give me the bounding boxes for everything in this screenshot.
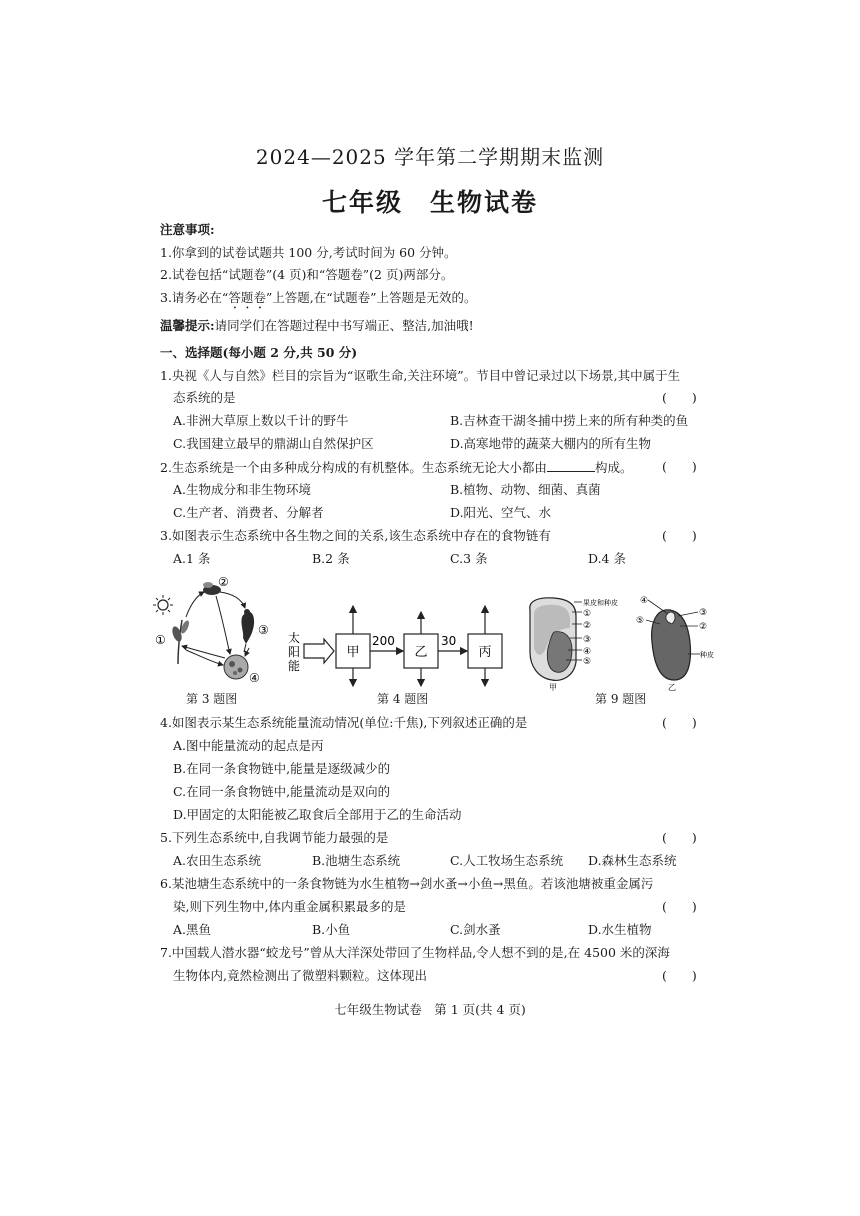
warm-tip-text: 请同学们在答题过程中书写端正、整洁,加油哦!: [214, 318, 474, 333]
q3-option-b: B.2 条: [312, 551, 350, 566]
fig9-yi-num-2: ②: [699, 622, 708, 632]
q2-option-a: A.生物成分和非生物环境: [173, 482, 312, 497]
q1-answer-paren: ( ): [662, 390, 697, 405]
q6-answer-paren: ( ): [662, 899, 697, 914]
sun-energy-label-2: 阳: [288, 645, 301, 659]
box-jia-label: 甲: [346, 645, 360, 660]
q7-stem-line2: 生物体内,竟然检测出了微塑料颗粒。这体现出: [173, 968, 427, 983]
q5-answer-paren: ( ): [662, 830, 697, 845]
q6-option-d: D.水生植物: [588, 922, 652, 937]
fig9-yi-num-3: ③: [699, 608, 708, 618]
fig9-caption: 第 9 题图: [595, 692, 647, 706]
q5-stem: 5.下列生态系统中,自我调节能力最强的是: [160, 830, 389, 845]
q2-stem-part-b: 构成。: [594, 460, 633, 475]
figure-9-seed-diagram: [520, 592, 720, 692]
q1-option-d: D.高寒地带的蔬菜大棚内的所有生物: [450, 436, 652, 451]
q4-option-a: A.图中能量流动的起点是丙: [173, 738, 324, 753]
flow-value-200: 200: [372, 634, 395, 648]
fig3-label-2: ②: [218, 575, 229, 589]
sun-icon: [153, 595, 173, 615]
fig9-label-guopi: 果皮和种皮: [583, 599, 618, 607]
q3-option-c: C.3 条: [450, 551, 488, 566]
figure-4-energy-flow-diagram: [284, 600, 514, 690]
fig9-jia-num-1: ①: [583, 609, 592, 619]
q1-option-a: A.非洲大草原上数以千计的野牛: [173, 413, 349, 428]
notice-item-1: 1.你拿到的试卷试题共 100 分,考试时间为 60 分钟。: [160, 245, 457, 260]
q4-option-d: D.甲固定的太阳能被乙取食后全部用于乙的生命活动: [173, 807, 462, 822]
q5-option-a: A.农田生态系统: [173, 853, 262, 868]
q5-option-b: B.池塘生态系统: [312, 853, 401, 868]
q4-answer-paren: ( ): [662, 715, 697, 730]
decomposer-icon: [224, 655, 248, 679]
sun-input-arrow: [304, 639, 334, 663]
section1-heading: 一、选择题(每小题 2 分,共 50 分): [160, 345, 358, 360]
fig9-jia-caption: 甲: [549, 683, 557, 692]
q4-stem: 4.如图表示某生态系统能量流动情况(单位:千焦),下列叙述正确的是: [160, 715, 528, 730]
q2-option-c: C.生产者、消费者、分解者: [173, 505, 324, 520]
q3-option-d: D.4 条: [588, 551, 626, 566]
q6-option-b: B.小鱼: [312, 922, 351, 937]
fig9-yi-caption: 乙: [668, 683, 676, 692]
q1-stem-line1: 1.央视《人与自然》栏目的宗旨为“讴歌生命,关注环境”。节目中曾记录过以下场景,其中属于生: [160, 368, 681, 383]
q3-stem: 3.如图表示生态系统中各生物之间的关系,该生态系统中存在的食物链有: [160, 528, 551, 543]
sun-energy-label-1: 太: [288, 631, 301, 645]
paper-title: 七年级 生物试卷: [321, 188, 538, 217]
term-title: 2024—2025 学年第二学期期末监测: [255, 145, 605, 169]
q6-option-c: C.剑水蚤: [450, 922, 501, 937]
q2-option-b: B.植物、动物、细菌、真菌: [450, 482, 601, 497]
box-yi-label: 乙: [414, 645, 428, 660]
corn-seed-icon: [530, 598, 576, 681]
fig9-jia-num-5: ⑤: [583, 657, 592, 667]
q6-stem-line1: 6.某池塘生态系统中的一条食物链为水生植物→剑水蚤→小鱼→黑鱼。若该池塘被重金属污: [160, 876, 654, 891]
fig9-jia-num-2: ②: [583, 621, 592, 631]
fig9-yi-num-4: ④: [640, 596, 649, 606]
bird-icon: [241, 609, 254, 652]
q7-stem-line1: 7.中国载人潜水器“蛟龙号”曾从大洋深处带回了生物样品,令人想不到的是,在 4500 米的深海: [160, 945, 670, 960]
notice-item-3-part-a: 3.请务必在“: [160, 290, 229, 305]
q3-answer-paren: ( ): [662, 528, 697, 543]
notice-item-3: [160, 290, 477, 312]
notice-item-3-emphasis: 答题卷: [228, 290, 266, 305]
q2-stem: [160, 459, 632, 476]
bean-seed-icon: [652, 610, 691, 680]
warm-tip: [160, 318, 474, 334]
figure-3-ecosystem-diagram: [150, 572, 285, 687]
fig3-label-3: ③: [258, 623, 269, 637]
q2-option-d: D.阳光、空气、水: [450, 505, 552, 520]
q1-option-b: B.吉林查干湖冬捕中捞上来的所有种类的鱼: [450, 413, 689, 428]
fig9-jia-num-3: ③: [583, 635, 592, 645]
flow-value-30: 30: [441, 634, 457, 648]
q4-option-b: B.在同一条食物链中,能量是逐级减少的: [173, 761, 391, 776]
fig4-caption: 第 4 题图: [377, 692, 429, 706]
fig9-yi-num-5: ⑤: [636, 616, 645, 626]
q6-option-a: A.黑鱼: [173, 922, 212, 937]
q1-option-c: C.我国建立最早的鼎湖山自然保护区: [173, 436, 374, 451]
page-footer: 七年级生物试卷 第 1 页(共 4 页): [334, 1002, 526, 1017]
fig3-label-4: ④: [249, 671, 260, 685]
notice-item-3-part-b: ”上答题,在“试题卷”上答题是无效的。: [265, 290, 477, 305]
fig9-jia-num-4: ④: [583, 647, 592, 657]
q2-answer-paren: ( ): [662, 459, 697, 474]
fig9-yi-label-zhongpi: 种皮: [700, 651, 714, 659]
fig3-label-1: ①: [155, 633, 166, 647]
q3-option-a: A.1 条: [173, 551, 211, 566]
fig3-caption: 第 3 题图: [186, 692, 238, 706]
q4-option-c: C.在同一条食物链中,能量流动是双向的: [173, 784, 391, 799]
notice-item-2: 2.试卷包括“试题卷”(4 页)和“答题卷”(2 页)两部分。: [160, 267, 454, 282]
q2-stem-part-a: 2.生态系统是一个由多种成分构成的有机整体。生态系统无论大小都由: [160, 460, 547, 475]
notice-heading: 注意事项:: [160, 222, 215, 237]
q6-stem-line2: 染,则下列生物中,体内重金属积累最多的是: [173, 899, 406, 914]
q1-stem-line2: 态系统的是: [173, 390, 236, 405]
q2-blank: [547, 459, 595, 472]
box-bing-label: 丙: [478, 645, 492, 660]
warm-tip-label: 温馨提示:: [160, 318, 215, 333]
q5-option-d: D.森林生态系统: [588, 853, 677, 868]
q5-option-c: C.人工牧场生态系统: [450, 853, 564, 868]
sun-energy-label-3: 能: [288, 659, 301, 673]
q7-answer-paren: ( ): [662, 968, 697, 983]
plant-icon: [171, 619, 191, 664]
